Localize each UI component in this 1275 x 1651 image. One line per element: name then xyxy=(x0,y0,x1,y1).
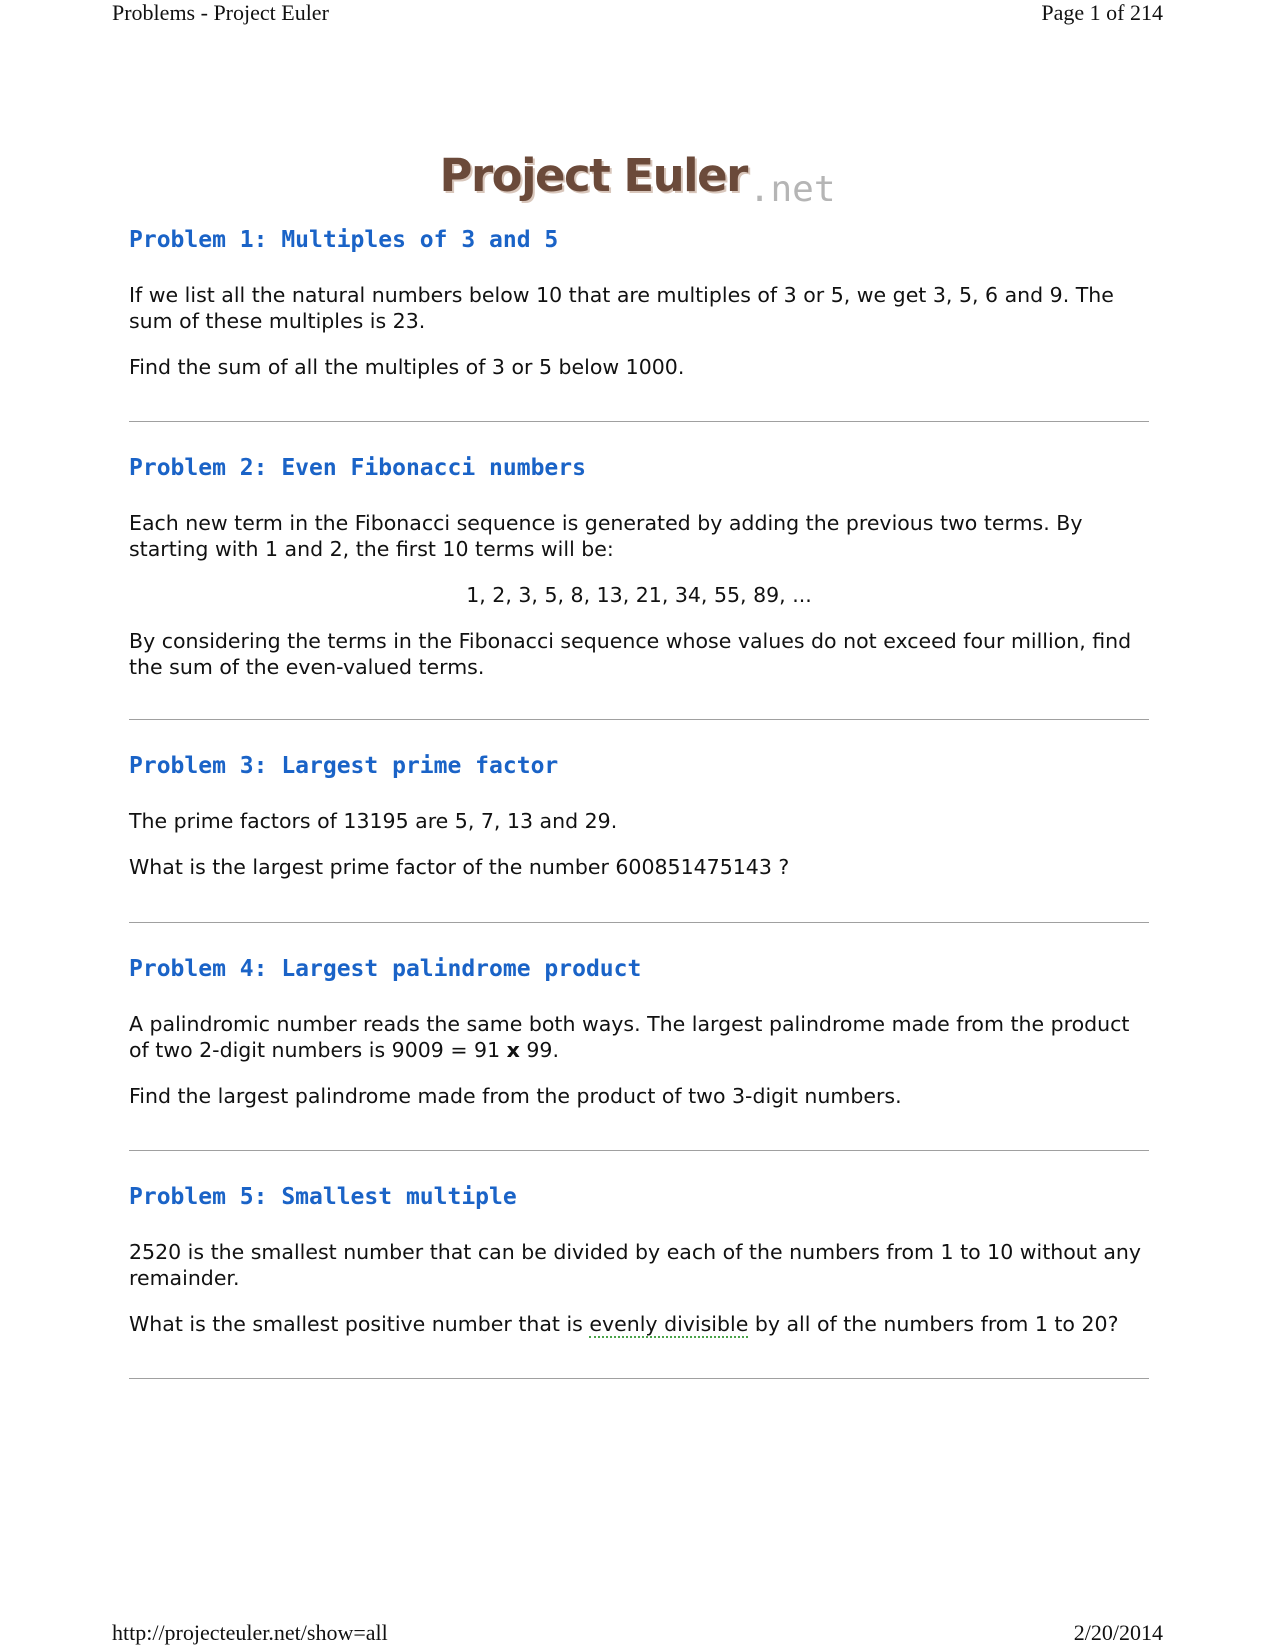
problem-4-text-1-start: A palindromic number reads the same both ways. The largest palindrome made from the product of two 2-digit numbers is 9009 = 91 xyxy=(129,1012,1130,1062)
problem-5-text-1: 2520 is the smallest number that can be divided by each of the numbers from 1 to 10 without any remainder. xyxy=(129,1240,1142,1290)
problem-4-text-1 xyxy=(129,1011,1149,1063)
print-footer-date: 2/20/2014 xyxy=(1073,1620,1163,1645)
print-footer xyxy=(112,1620,1163,1646)
problem-5-title[interactable]: Problem 5: Smallest multiple xyxy=(129,1184,517,1210)
problem-1-title[interactable]: Problem 1: Multiples of 3 and 5 xyxy=(129,227,559,253)
print-header xyxy=(112,0,1163,26)
problem-1-text-2: Find the sum of all the multiples of 3 or 5 below 1000. xyxy=(129,355,685,379)
problem-3-text-1: The prime factors of 13195 are 5, 7, 13 and 29. xyxy=(129,809,618,833)
times-symbol: x xyxy=(506,1038,520,1062)
problems-list xyxy=(129,228,1149,1379)
problem-2-title[interactable]: Problem 2: Even Fibonacci numbers xyxy=(129,455,586,481)
problem-4-title[interactable]: Problem 4: Largest palindrome product xyxy=(129,956,642,982)
problem-5-text-2 xyxy=(129,1311,1149,1337)
problem-5-text-2-end: by all of the numbers from 1 to 20? xyxy=(748,1312,1119,1336)
print-header-page-number: Page 1 of 214 xyxy=(1041,0,1163,25)
problem-4-text-2: Find the largest palindrome made from the product of two 3-digit numbers. xyxy=(129,1084,902,1108)
problem-1 xyxy=(129,228,1149,421)
problem-3-text-2: What is the largest prime factor of the number 600851475143 ? xyxy=(129,855,790,879)
fibonacci-sequence: 1, 2, 3, 5, 8, 13, 21, 34, 55, 89, ... xyxy=(466,583,812,607)
logo-suffix-text: .net xyxy=(748,169,836,210)
problem-2-text-2: By considering the terms in the Fibonacci sequence whose values do not exceed four million, find the sum of the even-valued terms. xyxy=(129,629,1132,679)
problem-5 xyxy=(129,1185,1149,1378)
problem-3 xyxy=(129,754,1149,922)
problem-2 xyxy=(129,456,1149,719)
project-euler-logo[interactable] xyxy=(0,140,1275,210)
divider xyxy=(129,1378,1149,1379)
problem-1-text-1: If we list all the natural numbers below 10 that are multiples of 3 or 5, we get 3, 5, 6 and 9. The sum of these multiples is 23. xyxy=(129,283,1114,333)
problem-4 xyxy=(129,957,1149,1150)
problem-3-title[interactable]: Problem 3: Largest prime factor xyxy=(129,753,559,779)
print-header-title: Problems - Project Euler xyxy=(112,0,329,25)
problem-4-text-1-end: 99. xyxy=(519,1038,559,1062)
print-footer-url: http://projecteuler.net/show=all xyxy=(112,1620,388,1645)
problem-5-text-2-start: What is the smallest positive number that is xyxy=(129,1312,590,1336)
evenly-divisible-link[interactable]: evenly divisible xyxy=(589,1312,749,1336)
logo-main-text: Project Euler xyxy=(439,149,747,202)
problem-2-text-1: Each new term in the Fibonacci sequence is generated by adding the previous two terms. By starting with 1 and 2, the first 10 terms will be: xyxy=(129,511,1083,561)
